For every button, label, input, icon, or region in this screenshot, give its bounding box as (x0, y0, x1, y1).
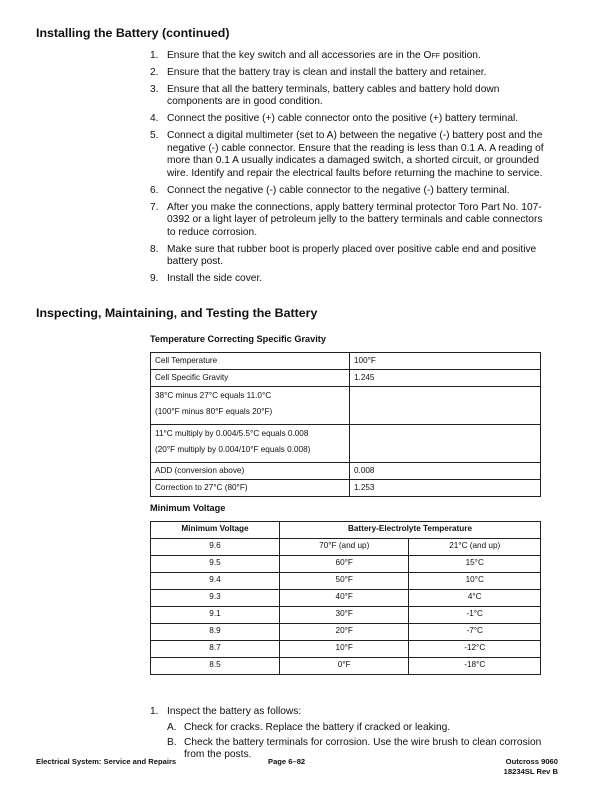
table-cell: 1.253 (350, 480, 541, 497)
table-row (151, 641, 541, 658)
step-item (150, 202, 550, 240)
table-cell: 50°F (280, 573, 409, 590)
table-row (151, 556, 541, 573)
table-cell: -1°C (409, 607, 541, 624)
column-header: Minimum Voltage (151, 522, 280, 539)
step-number: 3. (150, 83, 159, 95)
table-cell: 0°F (280, 658, 409, 675)
step-number: 1. (150, 50, 159, 61)
step-item (150, 706, 550, 762)
step-number: 5. (150, 130, 159, 142)
table-cell: 10°C (409, 573, 541, 590)
cell-line: (100°F minus 80°F equals 20°F) (155, 407, 273, 416)
minimum-voltage-table (150, 521, 541, 675)
table-cell: 100°F (350, 353, 541, 370)
table-row (151, 624, 541, 641)
table-cell: 30°F (280, 607, 409, 624)
table-row (151, 658, 541, 675)
step-text: Ensure that the key switch and all accessories are in the (167, 50, 424, 61)
cell-line: (20°F multiply by 0.004/10°F equals 0.008) (155, 445, 311, 454)
table-cell: 8.9 (151, 624, 280, 641)
step-number: 2. (150, 66, 159, 78)
table-cell: 40°F (280, 590, 409, 607)
step-item (150, 130, 550, 180)
table-cell: 9.6 (151, 539, 280, 556)
step-text: Inspect the battery as follows: (167, 706, 302, 717)
step-item (150, 67, 550, 80)
table-cell: -7°C (409, 624, 541, 641)
step-text: Install the side cover. (167, 273, 263, 285)
table-cell: Correction to 27°C (80°F) (151, 480, 350, 497)
step-text: Connect a digital multimeter (set to A) between the negative (-) battery post and the negative (-) cable connector. Ensure that the reading is less than 0.1 A. A reading of more than 0.1 A usually indicates a damaged switch, a shorted circuit, or grounded wire. Identify and repair the electrical faults before returning the machine to service. (167, 130, 544, 179)
sub-step-text: Check for cracks. Replace the battery if cracked or leaking. (184, 721, 451, 733)
sub-step-letter: A. (167, 721, 177, 733)
step-item (150, 273, 550, 286)
step-number: 9. (150, 273, 159, 285)
sub-step-letter: B. (167, 736, 177, 748)
table-cell (151, 387, 350, 425)
table-cell: Cell Specific Gravity (151, 370, 350, 387)
table-row (151, 590, 541, 607)
table-cell: 70°F (and up) (280, 539, 409, 556)
column-header: Battery-Electrolyte Temperature (280, 522, 541, 539)
voltage-table-caption: Minimum Voltage (150, 503, 226, 513)
step-text: Connect the positive (+) cable connector onto the positive (+) battery terminal. (167, 113, 519, 125)
table-cell: 8.7 (151, 641, 280, 658)
step-text: Make sure that rubber boot is properly placed over positive cable end and positive battery post. (167, 243, 537, 268)
table-cell: 4°C (409, 590, 541, 607)
table-cell (151, 425, 350, 463)
table-cell: 60°F (280, 556, 409, 573)
step-text-end: position. (440, 50, 481, 61)
step-text: Ensure that the battery tray is clean and install the battery and retainer. (167, 66, 487, 78)
step-text: Connect the negative (-) cable connector to the negative (-) battery terminal. (167, 184, 510, 196)
sub-step-item (167, 737, 550, 762)
table-row (151, 353, 541, 370)
table-cell: 8.5 (151, 658, 280, 675)
step-item (150, 50, 550, 63)
voltage-table-body (151, 539, 541, 675)
specific-gravity-table (150, 352, 541, 497)
table-row (151, 480, 541, 497)
sub-step-text: Check the battery terminals for corrosion. Use the wire brush to clean corrosion from the posts. (184, 736, 542, 761)
sub-step-item (167, 722, 550, 735)
table-row (151, 573, 541, 590)
step-number: 4. (150, 113, 159, 125)
table-cell: 0.008 (350, 463, 541, 480)
sub-steps (167, 722, 550, 762)
table-cell: 15°C (409, 556, 541, 573)
installation-steps (150, 50, 550, 290)
footer-section-title: Electrical System: Service and Repairs (36, 757, 177, 766)
footer-model-name: Outcross 9060 (505, 757, 558, 766)
table-cell: 9.4 (151, 573, 280, 590)
step-item (150, 113, 550, 126)
gravity-table-caption: Temperature Correcting Specific Gravity (150, 334, 326, 344)
step-item (150, 244, 550, 269)
step-text: Ensure that all the battery terminals, battery cables and battery hold down components are in good condition. (167, 83, 500, 108)
footer-document-id: 18234SL Rev B (503, 766, 558, 776)
table-cell: ADD (conversion above) (151, 463, 350, 480)
inspect-steps (150, 706, 550, 764)
table-header-row (151, 522, 541, 539)
table-cell: 20°F (280, 624, 409, 641)
step-text: After you make the connections, apply battery terminal protector Toro Part No. 107-0392 or a light layer of petroleum jelly to the battery terminals and cable connectors to reduce corrosion. (167, 201, 543, 238)
table-cell: -12°C (409, 641, 541, 658)
table-row (151, 425, 541, 463)
table-cell (350, 387, 541, 425)
step-number: 6. (150, 184, 159, 196)
step-number: 1. (150, 706, 159, 717)
table-row (151, 387, 541, 425)
section-title-installing: Installing the Battery (continued) (36, 26, 230, 40)
table-cell: 9.1 (151, 607, 280, 624)
table-cell: Cell Temperature (151, 353, 350, 370)
footer-page-number: Page 6–82 (268, 757, 306, 766)
table-row (151, 463, 541, 480)
table-row (151, 539, 541, 556)
table-cell: -18°C (409, 658, 541, 675)
section-title-inspecting: Inspecting, Maintaining, and Testing the Battery (36, 306, 318, 320)
step-item (150, 84, 550, 109)
off-label: Off (423, 50, 441, 61)
table-cell (350, 425, 541, 463)
step-item (150, 185, 550, 198)
step-number: 7. (150, 201, 159, 213)
cell-line: 38°C minus 27°C equals 11.0°C (155, 391, 272, 400)
table-cell: 1.245 (350, 370, 541, 387)
table-cell: 9.5 (151, 556, 280, 573)
table-cell: 9.3 (151, 590, 280, 607)
step-number: 8. (150, 243, 159, 255)
table-row (151, 370, 541, 387)
table-cell: 10°F (280, 641, 409, 658)
cell-line: 11°C multiply by 0.004/5.5°C equals 0.008 (155, 429, 309, 438)
footer-model (504, 757, 558, 776)
table-row (151, 607, 541, 624)
table-cell: 21°C (and up) (409, 539, 541, 556)
